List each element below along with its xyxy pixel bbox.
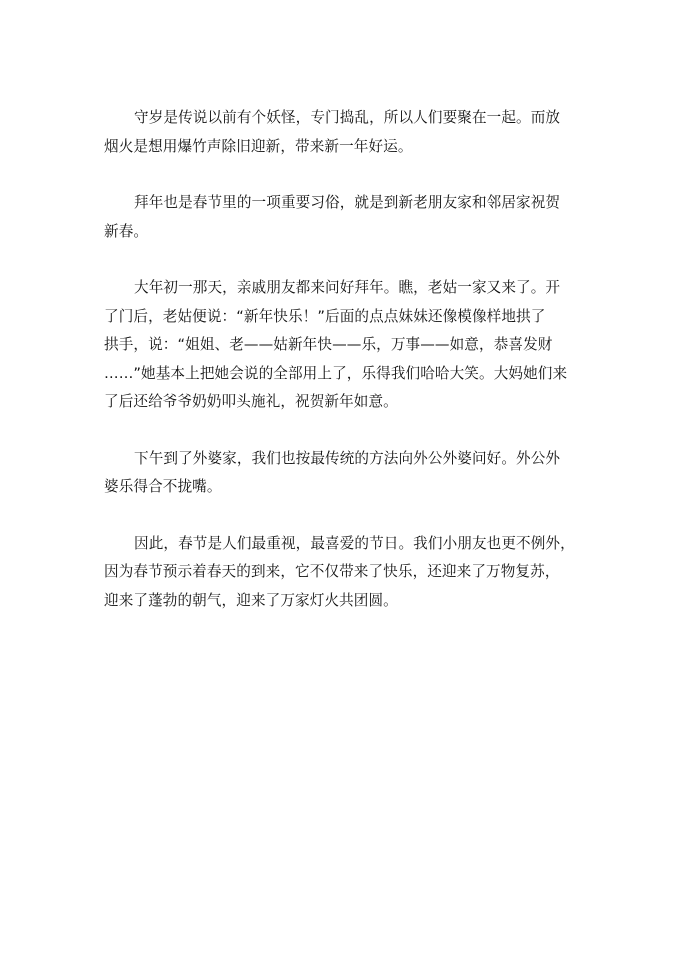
document-page bbox=[104, 104, 574, 643]
text-line: 因为春节预示着春天的到来，它不仅带来了快乐，还迎来了万物复苏， bbox=[104, 563, 560, 580]
text-line: 烟火是想用爆竹声除旧迎新，带来新一年好运。 bbox=[104, 137, 413, 155]
paragraph-shousui bbox=[104, 104, 574, 161]
text-line: 大年初一那天，亲戚朋友都来问好拜年。瞧，老姑一家又来了。开 bbox=[134, 279, 561, 296]
text-line: ……”她基本上把她会说的全部用上了，乐得我们哈哈大笑。大妈她们来 bbox=[104, 364, 568, 382]
text-line: 因此，春节是人们最重视，最喜爱的节日。我们小朋友也更不例外， bbox=[134, 534, 575, 552]
text-line: 下午到了外婆家，我们也按最传统的方法向外公外婆问好。外公外 bbox=[134, 449, 561, 467]
paragraph-waipo bbox=[104, 445, 574, 502]
text-line: 了后还给爷爷奶奶叩头施礼，祝贺新年如意。 bbox=[104, 393, 398, 410]
text-line: 迎来了蓬勃的朝气，迎来了万家灯火共团圆。 bbox=[104, 591, 398, 609]
paragraph-conclusion bbox=[104, 530, 574, 616]
text-line: 了门后，老姑便说：“新年快乐！”后面的点点妹妹还像模像样地拱了 bbox=[104, 307, 546, 325]
text-line: 拱手，说：“姐姐、老——姑新年快——乐，万事——如意，恭喜发财 bbox=[104, 336, 553, 353]
paragraph-chuyi bbox=[104, 274, 574, 417]
text-line: 守岁是传说以前有个妖怪，专门捣乱，所以人们要聚在一起。而放 bbox=[134, 109, 561, 126]
text-line: 拜年也是春节里的一项重要习俗，就是到新老朋友家和邻居家祝贺 bbox=[134, 194, 561, 211]
text-line: 新春。 bbox=[104, 222, 149, 240]
text-line: 婆乐得合不拢嘴。 bbox=[104, 478, 222, 495]
paragraph-bainian bbox=[104, 189, 574, 246]
